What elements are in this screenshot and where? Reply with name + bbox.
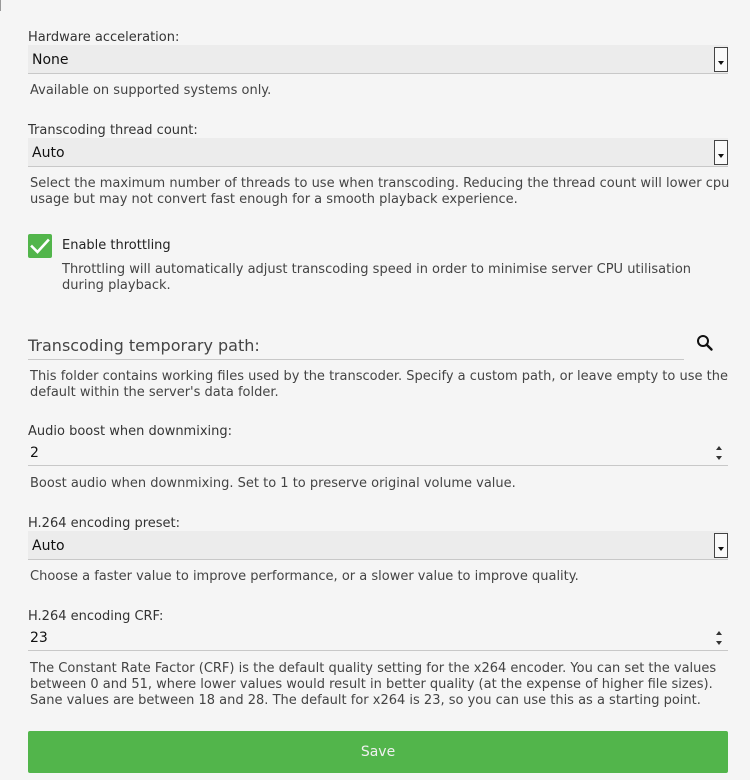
- h264-crf-value: 23: [30, 630, 48, 646]
- h264-preset-label: H.264 encoding preset:: [28, 516, 181, 531]
- stepper-down-icon[interactable]: [716, 641, 722, 645]
- hardware-acceleration-help: Available on supported systems only.: [30, 83, 272, 98]
- left-divider: [0, 0, 1, 11]
- chevron-down-icon[interactable]: [714, 533, 728, 558]
- transcoding-temp-path-help: This folder contains working files used by the transcoder. Specify a custom path, or leave empty to use the default within the server's data folder.: [30, 369, 728, 400]
- transcoding-temp-path-placeholder: Transcoding temporary path:: [28, 336, 260, 355]
- stepper-down-icon[interactable]: [716, 456, 722, 460]
- enable-throttling-help: Throttling will automatically adjust transcoding speed in order to minimise server CPU utilisation during playback.: [62, 262, 692, 293]
- enable-throttling-checkbox[interactable]: [28, 234, 52, 258]
- h264-crf-label: H.264 encoding CRF:: [28, 609, 164, 624]
- stepper-up-icon[interactable]: [716, 446, 722, 450]
- hardware-acceleration-select[interactable]: [28, 45, 728, 74]
- h264-crf-input[interactable]: [28, 627, 728, 651]
- h264-crf-help: The Constant Rate Factor (CRF) is the default quality setting for the x264 encoder. You can set the values between 0 and 51, where lower values would result in better quality (at the expense of higher file sizes). Sane values are between 18 and 28. The default for x264 is 23, so you can use this as a starting point.: [30, 661, 717, 708]
- chevron-down-icon[interactable]: [714, 140, 728, 165]
- chevron-down-icon[interactable]: [714, 47, 728, 72]
- number-stepper[interactable]: [716, 442, 724, 464]
- thread-count-help: Select the maximum number of threads to use when transcoding. Reducing the thread count will lower cpu usage but may not convert fast enough for a smooth playback experience.: [30, 176, 730, 207]
- audio-boost-value: 2: [30, 445, 39, 461]
- search-icon[interactable]: [694, 332, 716, 354]
- thread-count-select[interactable]: [28, 138, 728, 167]
- thread-count-label: Transcoding thread count:: [28, 123, 198, 138]
- stepper-up-icon[interactable]: [716, 631, 722, 635]
- checkmark-icon: [28, 234, 52, 258]
- audio-boost-input[interactable]: [28, 442, 728, 466]
- save-button[interactable]: Save: [28, 731, 728, 773]
- transcoding-temp-path-input[interactable]: [28, 334, 684, 360]
- enable-throttling-label[interactable]: Enable throttling: [62, 238, 171, 253]
- hardware-acceleration-label: Hardware acceleration:: [28, 30, 180, 45]
- audio-boost-help: Boost audio when downmixing. Set to 1 to preserve original volume value.: [30, 476, 516, 491]
- thread-count-value: Auto: [32, 145, 65, 161]
- h264-preset-help: Choose a faster value to improve performance, or a slower value to improve quality.: [30, 569, 579, 584]
- audio-boost-label: Audio boost when downmixing:: [28, 424, 233, 439]
- hardware-acceleration-value: None: [32, 52, 69, 68]
- h264-preset-value: Auto: [32, 538, 65, 554]
- h264-preset-select[interactable]: [28, 531, 728, 560]
- number-stepper[interactable]: [716, 627, 724, 649]
